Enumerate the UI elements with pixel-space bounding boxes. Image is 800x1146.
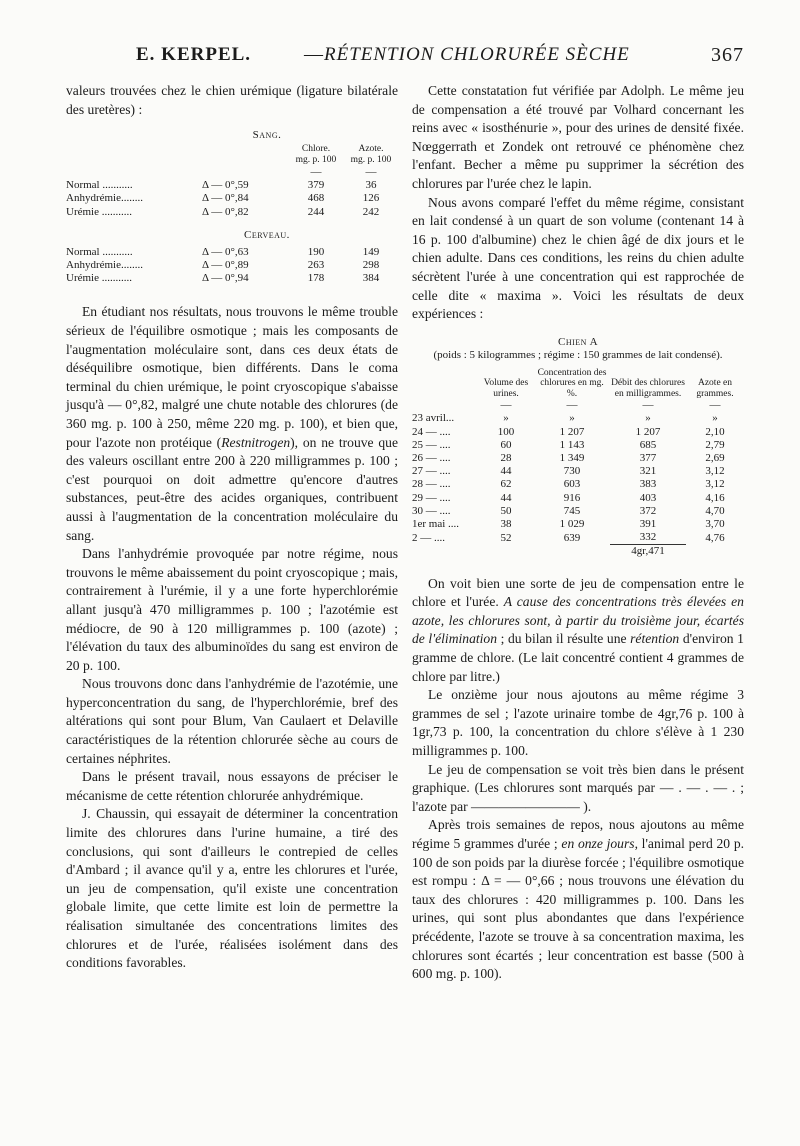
chien-row-debit: » bbox=[645, 412, 651, 425]
chien-row-concentration: 916 bbox=[563, 491, 581, 504]
chien-row-debit: 377 bbox=[639, 452, 657, 465]
paragraph-text: d'environ 1 gramme de chlore. (Le lait concentré contient 4 grammes de chlore par litre.) bbox=[412, 631, 744, 684]
paragraph bbox=[412, 575, 744, 687]
sang-row-label: Anhydrémie........ bbox=[66, 192, 143, 205]
paragraph: Dans le présent travail, nous essayons de préciser le mécanisme de cette rétention chlorurée anhydrémique. bbox=[66, 769, 398, 803]
chien-row-concentration: 1 207 bbox=[559, 425, 585, 438]
sang-row-delta: Δ — 0°,82 bbox=[202, 205, 249, 218]
chien-title: Chien A bbox=[557, 335, 599, 348]
sang-row-chlore: 379 bbox=[307, 179, 325, 192]
paragraph-italic: A cause des concentrations très élevées en azote, les chlorures sont, à partir du troisième jour, écartés de l'élimination bbox=[412, 594, 744, 647]
sang-row-chlore: 468 bbox=[307, 192, 325, 205]
chien-row-date: 27 — .... bbox=[412, 465, 451, 478]
paragraph-text: , l'animal perd 20 p. 100 de son poids par la diurèse forcée ; l'équilibre osmotique est rompu : Δ = — 0°,66 ; nous trouvons une élévation du taux des chlorures : 420 milligrammes p. 100. Dans les urines, qui sont plus abondantes que dans l'expérience précédente, l'azote se trouve à sa concentration maxima, les chlorures sont écartés ; leur concentration est basse (500 à 600 mg. p. 100). bbox=[412, 835, 745, 982]
chien-row-concentration: 730 bbox=[563, 465, 581, 478]
sang-header-chlore: Chlore. bbox=[301, 144, 331, 155]
chien-row-volume: 44 bbox=[500, 491, 512, 504]
chien-row-debit: 383 bbox=[639, 478, 657, 491]
sang-row-delta: Δ — 0°,59 bbox=[202, 179, 249, 192]
sang-table-block bbox=[66, 129, 398, 219]
sang-title: Sang. bbox=[252, 129, 282, 142]
table-row bbox=[412, 412, 744, 425]
chien-row-volume: 62 bbox=[500, 478, 512, 491]
sang-row-azote: 36 bbox=[365, 179, 377, 192]
right-column bbox=[412, 82, 744, 984]
chien-row-concentration: 1 143 bbox=[559, 438, 585, 451]
chien-row-volume: 52 bbox=[500, 531, 512, 544]
sang-row-azote: 242 bbox=[362, 205, 380, 218]
paragraph-italic: en onze jours bbox=[561, 835, 635, 851]
chien-row-debit: 391 bbox=[639, 518, 657, 531]
cerveau-title: Cerveau. bbox=[244, 228, 290, 241]
page-number: 367 bbox=[711, 44, 744, 66]
header-title: RÉTENTION CHLORURÉE SÈCHE bbox=[324, 44, 630, 65]
chien-row-debit: 332 bbox=[639, 531, 657, 544]
paragraph bbox=[66, 303, 398, 545]
paragraph: Nous avons comparé l'effet du même régime, consistant en lait condensé à un quart de son volume (contenant 14 à 16 p. 100 d'albumine) chez le chien âgé de dix jours et le chien adulte. Dans ces conditions, les reins du chien adulte sécrètent l'urée à une concentration qui est rapprochée de celle dite « maxima ». Voici les résultats de deux expériences : bbox=[412, 194, 744, 322]
chien-row-concentration: » bbox=[569, 412, 575, 425]
table-row bbox=[66, 272, 398, 285]
chien-header-debit: Débit des chlorures en milligrammes. bbox=[611, 378, 685, 399]
table-row bbox=[66, 259, 398, 272]
cerveau-row-chlore: 178 bbox=[307, 272, 325, 285]
chien-row-volume: 44 bbox=[500, 465, 512, 478]
chien-row-volume: » bbox=[503, 412, 509, 425]
chien-row-azote: 3,12 bbox=[705, 478, 725, 491]
chien-row-azote: 2,69 bbox=[705, 452, 725, 465]
chien-row-concentration: 1 349 bbox=[559, 452, 585, 465]
paragraph: Dans l'anhydrémie provoquée par notre régime, nous trouvons le même abaissement du point cryoscopique ; mais, contrairement à l'urémie, il y a une forte hyperchlorémie allant jusqu'à 470 milligrammes p. 100 ; l'azotémie est médiocre, de 90 à 120 milligrammes p. 100 (azote) ; l'élévation du taux des albuminoïdes du sang est environ de 20 p. 100. bbox=[66, 546, 398, 673]
table-row bbox=[66, 246, 398, 259]
cerveau-row-azote: 384 bbox=[362, 272, 380, 285]
chien-row-azote: 2,10 bbox=[705, 425, 725, 438]
paragraph bbox=[412, 816, 744, 983]
paragraph-text: ; du bilan il résulte une bbox=[497, 631, 631, 647]
paragraph-italic: Restnitrogen bbox=[221, 434, 291, 450]
chien-row-azote: 3,70 bbox=[705, 518, 725, 531]
chien-header-concentration: Concentration des chlorures en mg. %. bbox=[537, 367, 607, 399]
paragraph: Cette constatation fut vérifiée par Adolph. Le même jeu de compensation a été trouvé par Volhard concernant les reins avec « isosthénurie », pour des urines de densité fixée. Nœggerrath et Zondek ont retrouvé ce phénomène chez l'enfant. Becher a même pu supprimer la sécrétion des chlorures par l'urée chez le lapin. bbox=[412, 83, 744, 191]
cerveau-row-delta: Δ — 0°,94 bbox=[202, 272, 249, 285]
chien-row-volume: 28 bbox=[500, 452, 512, 465]
sang-row-label: Normal ........... bbox=[66, 179, 133, 192]
sang-unit-chlore: mg. p. 100 bbox=[295, 154, 337, 165]
chien-row-date: 25 — .... bbox=[412, 438, 451, 451]
sang-unit-azote: mg. p. 100 bbox=[350, 154, 392, 165]
chien-row-azote: 3,12 bbox=[705, 465, 725, 478]
chien-row-concentration: 745 bbox=[563, 504, 581, 517]
chien-row-azote: 4,16 bbox=[705, 491, 725, 504]
paragraph: Nous trouvons donc dans l'anhydrémie de l'azotémie, une hyperconcentration du sang, de l'hyperchlorémie, bref des altérations qui sont pour Blum, Van Caulaert et Delaville caractéristiques de la rétention chlorurée sèche au cours de certaines néphrites. bbox=[66, 676, 398, 766]
chien-row-date: 29 — .... bbox=[412, 491, 451, 504]
sang-row-delta: Δ — 0°,84 bbox=[202, 192, 249, 205]
chien-row-concentration: 603 bbox=[563, 478, 581, 491]
chien-row-concentration: 639 bbox=[563, 531, 581, 544]
table-row bbox=[412, 518, 744, 531]
cerveau-table-block bbox=[66, 229, 398, 286]
sang-row-azote: 126 bbox=[362, 192, 380, 205]
paragraph-text: Après trois semaines de repos, nous ajoutons au même régime 5 grammes d'urée ; bbox=[412, 817, 744, 851]
chien-row-azote: 2,79 bbox=[705, 438, 725, 451]
table-row bbox=[412, 492, 744, 505]
paragraph-text: ), on ne trouve que des valeurs oscillant entre 200 à 220 milligrammes p. 100 ; c'est pourquoi on doit admettre qu'encore d'autres substances, peut-être des acides organiques, contribuent aussi à l'augmentation de la concentration moléculaire du sang. bbox=[66, 434, 398, 543]
chien-table-block bbox=[412, 336, 744, 559]
cerveau-row-azote: 298 bbox=[362, 259, 380, 271]
table-row bbox=[412, 426, 744, 439]
cerveau-row-chlore: 190 bbox=[307, 245, 325, 258]
table-row bbox=[66, 206, 398, 219]
chien-row-date: 24 — .... bbox=[412, 425, 451, 438]
sang-header-azote: Azote. bbox=[358, 144, 384, 155]
paragraph-italic: rétention bbox=[630, 631, 680, 647]
paragraph: Le jeu de compensation se voit très bien dans le présent graphique. (Les chlorures sont marqués par — . — . — . ; l'azote par ———————— ). bbox=[412, 761, 744, 814]
sang-row-chlore: 244 bbox=[307, 205, 325, 218]
table-row bbox=[412, 478, 744, 491]
chien-row-volume: 60 bbox=[500, 438, 512, 451]
paragraph: J. Chaussin, qui essayait de déterminer la concentration limite des chlorures dans l'urine humaine, a tiré des conclusions, qui sont d'ailleurs le contrepied de celles d'Ambard ; il avance qu'il y a, entre les chlorures et l'urée, un jeu de compensation, qu'il existe une concentration globale limite, que cette limite est loin de permettre la réalisation simultanée des concentrations limites des chlorures et de l'urée, réalisées isolément dans des conditions favorables. bbox=[66, 806, 398, 971]
chien-row-date: 1er mai .... bbox=[412, 518, 460, 531]
table-row bbox=[412, 505, 744, 518]
chien-row-debit: 403 bbox=[639, 491, 657, 504]
chien-row-debit: 321 bbox=[639, 465, 657, 478]
chien-subtitle: (poids : 5 kilogrammes ; régime : 150 grammes de lait condensé). bbox=[433, 348, 723, 361]
chien-total: 4gr,471 bbox=[610, 545, 686, 559]
cerveau-row-label: Urémie ........... bbox=[66, 272, 132, 285]
table-row bbox=[66, 179, 398, 192]
cerveau-row-chlore: 263 bbox=[307, 259, 325, 271]
table-row bbox=[412, 452, 744, 465]
left-column bbox=[66, 82, 398, 973]
chien-row-debit: 372 bbox=[639, 504, 657, 517]
chien-row-volume: 38 bbox=[500, 518, 512, 531]
sang-table: Chlore. Azote. mg. p. 100 mg. p. 100 — — Normal ........... Δ — 0°,59 379 36 Anhydrémie........ Δ — 0°,84 468 126 Urémie ........... Δ — 0°,82 244 242 bbox=[66, 144, 398, 219]
chien-row-date: 2 — .... bbox=[412, 531, 445, 544]
chien-row-debit: 1 207 bbox=[635, 425, 661, 438]
paragraph-text: En étudiant nos résultats, nous trouvons le même trouble sérieux de l'équilibre osmotique ; mais les composants de l'augmentation moléculaire sont, dans ces deux états de déséquilibre osmotique, bien différents. Dans le coma terminal du chien urémique, le point cryoscopique s'abaisse jusqu'à — 0°,82, malgré une chute notable des chlorures (de 360 mg. p. 100 à 250, même 220 mg. p. 100), et bien que, pour l'azote non protéique ( bbox=[66, 304, 398, 450]
cerveau-row-delta: Δ — 0°,89 bbox=[202, 259, 249, 271]
sang-row-label: Urémie ........... bbox=[66, 205, 132, 218]
table-row bbox=[412, 439, 744, 452]
header-author: E. KERPEL. bbox=[136, 44, 252, 65]
chien-row-azote: 4,76 bbox=[705, 531, 725, 544]
chien-row-date: 28 — .... bbox=[412, 478, 451, 491]
running-header bbox=[66, 44, 744, 74]
chien-row-date: 23 avril... bbox=[412, 412, 455, 425]
chien-row-concentration: 1 029 bbox=[559, 518, 585, 531]
chien-header-volume: Volume des urines. bbox=[483, 378, 529, 399]
paragraph-text: On voit bien une sorte de jeu de compensation entre le chlore et l'urée. bbox=[412, 575, 744, 610]
paragraph: Le onzième jour nous ajoutons au même régime 3 grammes de sel ; l'azote urinaire tombe de 4gr,76 p. 100 à 1gr,73 p. 100, la concentration du chlore s'élève à 1 230 milligrammes p. 100. bbox=[412, 687, 744, 758]
cerveau-row-azote: 149 bbox=[362, 245, 380, 258]
header-separator: — bbox=[304, 44, 324, 65]
chien-row-volume: 50 bbox=[500, 504, 512, 517]
cerveau-row-label: Normal ........... bbox=[66, 245, 133, 258]
total-row bbox=[412, 545, 744, 559]
table-row bbox=[412, 531, 744, 545]
table-row bbox=[66, 192, 398, 205]
intro-text: valeurs trouvées chez le chien urémique (ligature bilatérale des uretères) : bbox=[66, 83, 398, 117]
chien-row-date: 30 — .... bbox=[412, 504, 451, 517]
chien-row-azote: 4,70 bbox=[705, 504, 725, 517]
table-row bbox=[412, 465, 744, 478]
chien-row-date: 26 — .... bbox=[412, 452, 451, 465]
cerveau-table bbox=[66, 246, 398, 286]
chien-table: Volume des urines. Concentration des chlorures en mg. %. Débit des chlorures en milligrammes. Azote en grammes. — — — — 23 avril... » » » » 24 — .... 100 1 207 1 207 2,10 25 — .... 60 1 143 685 2,79 26 — .... 28 1 349 377 2,69 27 — .... 44 730 321 3,12 28 — .... 62 603 383 3,12 29 — .... 44 916 403 4,16 30 — .... 50 745 372 4,70 1er mai .... 38 1 029 391 3,70 2 — .... 52 639 332 4,76 4gr,471 bbox=[412, 368, 744, 559]
cerveau-row-delta: Δ — 0°,63 bbox=[202, 245, 249, 258]
chien-row-volume: 100 bbox=[497, 425, 515, 438]
chien-header-azote: Azote en grammes. bbox=[696, 378, 734, 399]
cerveau-row-label: Anhydrémie........ bbox=[66, 259, 143, 271]
chien-row-debit: 685 bbox=[639, 438, 657, 451]
chien-row-azote: » bbox=[712, 412, 718, 425]
